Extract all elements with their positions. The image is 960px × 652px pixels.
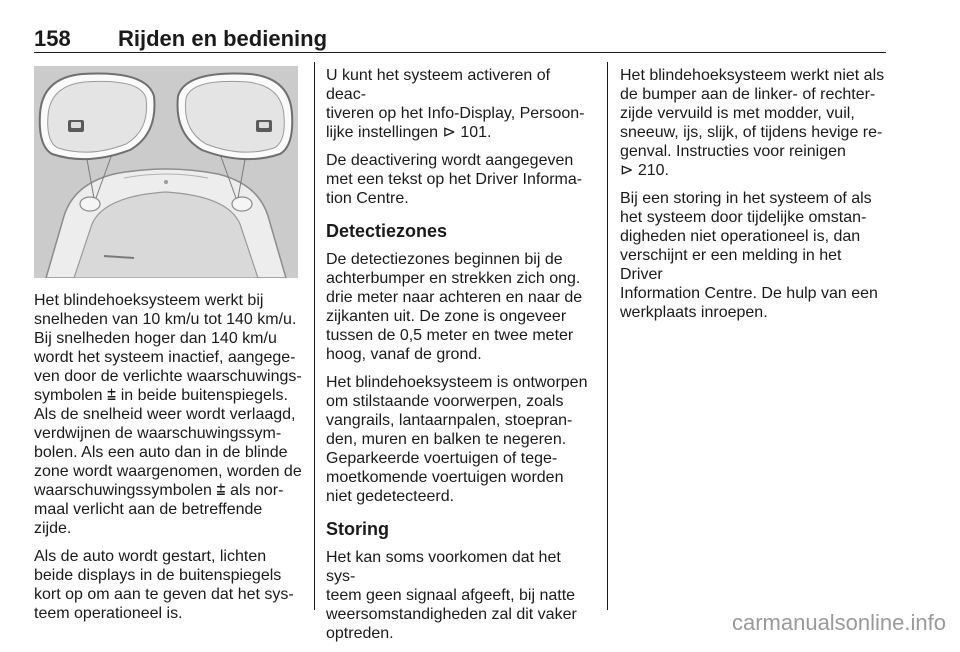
paragraph: Het blindehoeksysteem werkt niet als de bumper aan de linker- of rechter- zijde vervuild is met modder, vuil, sneeuw, ijs, slijk, of tijdens hevige re- genval. Instructies voor reinigen ⊳ 210. [620, 67, 885, 179]
paragraph: De detectiezones beginnen bij de achterbumper en strekken zich ong. drie meter naar achteren en naar de zijkanten uit. De zone is ongeveer tussen de 0,5 meter en twee meter hoog, vanaf de grond. [326, 251, 583, 363]
page-title: Rijden en bediening [118, 26, 328, 51]
paragraph: Het kan soms voorkomen dat het sys- teem geen signaal afgeeft, bij natte weersomstandigheden zal dit vaker optreden. [326, 549, 577, 642]
paragraph: Als de auto wordt gestart, lichten beide displays in de buitenspiegels kort op om aan te geven dat het sys- teem operationeel is. [34, 548, 294, 622]
page-header [34, 26, 886, 52]
blind-spot-warning-icon [256, 120, 272, 132]
paragraph: U kunt het systeem activeren of deac- tiveren op het Info-Display, Persoon- lijke instellingen ⊳ 101. [326, 67, 585, 141]
blind-spot-warning-icon [68, 120, 84, 132]
paragraph: Het blindehoeksysteem werkt bij snelheden van 10 km/u tot 140 km/u. Bij snelheden hoger dan 140 km/u wordt het systeem inactief, aangege- ven door de verlichte waarschuwings- symbolen ⩲ in beide buitenspiegels. Als de snelheid weer wordt verlaagd, verdwijnen de waarschuwingssym- bolen. Als een auto dan in de blinde zone wordt waargenomen, worden de waarschuwingssymbolen ⩲ als nor- maal verlicht aan de betreffende zijde. [34, 292, 302, 537]
section-heading-detectiezones: Detectiezones [326, 221, 448, 241]
watermark: carmanualsonline.info [731, 610, 946, 635]
page-number: 158 [34, 26, 71, 51]
column-divider [607, 62, 608, 610]
paragraph: De deactivering wordt aangegeven met een tekst op het Driver Informa- tion Centre. [326, 152, 583, 207]
column-3 [620, 66, 888, 331]
blind-spot-mirrors-illustration [34, 66, 298, 278]
paragraph: Bij een storing in het systeem of als het systeem door tijdelijke omstan- digheden niet operationeel is, dan verschijnt er een melding in het Driver Information Centre. De hulp van een werkplaats inroepen. [620, 190, 878, 321]
column-1 [34, 291, 302, 632]
column-2 [326, 66, 594, 652]
paragraph: Het blindehoeksysteem is ontworpen om stilstaande voorwerpen, zoals vangrails, lantaarnpalen, stoepran- den, muren en balken te negeren. Geparkeerde voertuigen of tege- moetkomende voertuigen worden niet gedetecteerd. [326, 374, 588, 505]
section-heading-storing: Storing [326, 519, 389, 539]
column-divider [314, 62, 315, 610]
header-rule [34, 52, 886, 53]
